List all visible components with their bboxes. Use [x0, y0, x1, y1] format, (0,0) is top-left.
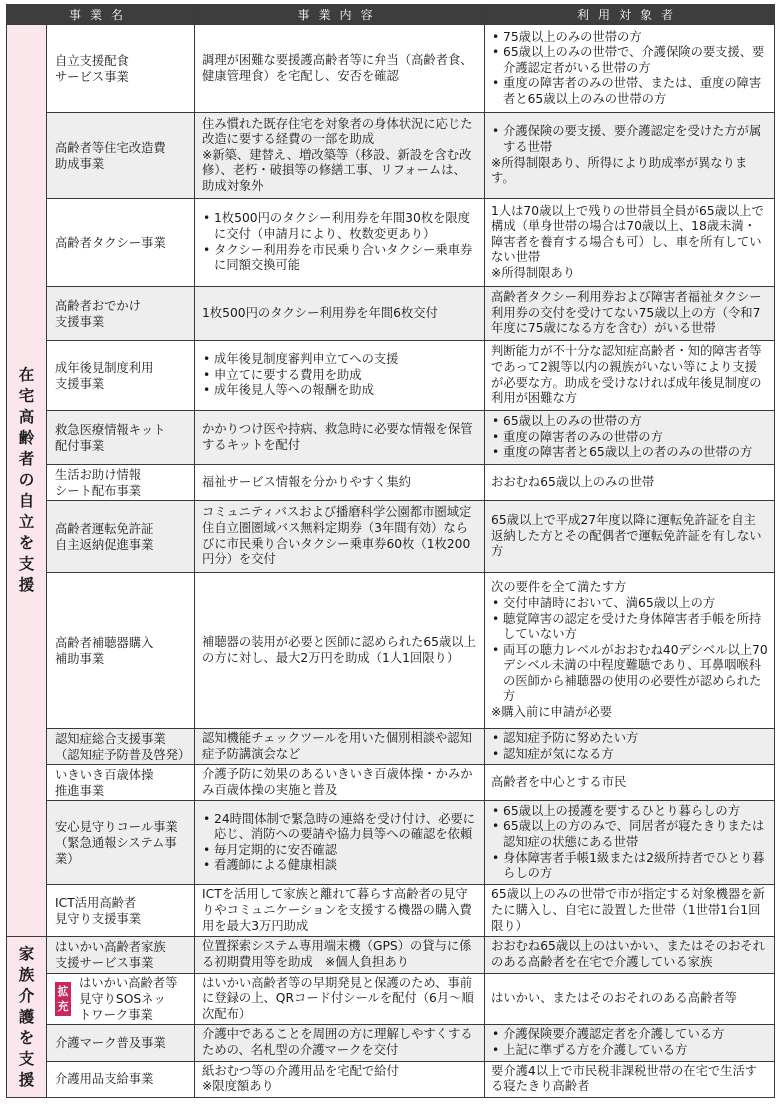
bullet-item: • 24時間体制で緊急時の連絡を受け付け、必要に応じ、消防への要請や協力員等への確認を依頼 [202, 812, 477, 843]
cell-text: 住み慣れた既存住宅を対象者の身体状況に応じた改造に要する経費の一部を助成 [202, 116, 473, 147]
cell-text: 1枚500円のタクシー利用券を年間6枚交付 [202, 305, 438, 320]
service-users-cell [485, 801, 775, 885]
cell-text: おおむね65歳以上のはいかい、またはそのおそれのある高齢者を在宅で介護している家族 [491, 939, 765, 969]
service-users-cell [485, 287, 775, 341]
service-name-line: 介護用品支給事業 [55, 1072, 154, 1087]
cell-text: ※限度額あり [202, 1079, 274, 1094]
service-content-cell [195, 937, 485, 973]
service-name [55, 521, 188, 553]
bullet-item: • 75歳以上のみの世帯の方 [491, 30, 768, 46]
service-users-cell [485, 199, 775, 287]
bullet-list [491, 1027, 768, 1058]
table-row [7, 801, 775, 885]
service-name-line: トワーク事業 [79, 1007, 153, 1022]
bullet-item: • タクシー利用券を市民乗り合いタクシー乗車券に同額交換可能 [202, 243, 477, 274]
header-name: 事業名 [7, 5, 195, 25]
cell-text: かかりつけ医や持病、救急時に必要な情報を保管するキットを配付 [202, 421, 473, 452]
cell-text: 高齢者タクシー利用券および障害者福祉タクシー利用券の交付を受けてない75歳以上の方（令和7年度に75歳になる方を含む）がいる世帯 [491, 290, 762, 336]
service-name-cell [47, 287, 195, 341]
service-name-line: 高齢者おでかけ [55, 298, 141, 313]
bullet-item: • 認知症予防に努めたい方 [491, 731, 768, 747]
service-content-cell [195, 1061, 485, 1097]
service-name-cell [47, 729, 195, 765]
table-row [7, 729, 775, 765]
service-name-cell [47, 199, 195, 287]
service-content-cell [195, 501, 485, 573]
service-name-line: 見守りSOSネッ [79, 991, 166, 1006]
service-name-lines [55, 298, 188, 330]
category-label: 在宅高齢者の自立を支援 [18, 366, 35, 595]
bullet-item: • 1枚500円のタクシー利用券を年間30枚を限度に交付（申請月により、枚数変更あり） [202, 211, 477, 242]
bullet-item: • 身体障害者手帳1級または2級所持者でひとり暮らしの方 [491, 851, 768, 882]
category-family-support [7, 937, 47, 1097]
service-table-wrapper [6, 4, 774, 1114]
service-name-line: 介護マーク普及事業 [55, 1035, 166, 1050]
service-name-cell [47, 411, 195, 465]
service-name-cell [47, 937, 195, 973]
service-users-cell [485, 729, 775, 765]
bullet-list [491, 30, 768, 108]
service-users-cell [485, 765, 775, 801]
cell-text: 位置探索システム専用端末機（GPS）の貸与に係る初期費用等を助成 ※個人負担あり [202, 939, 472, 969]
table-row [7, 765, 775, 801]
service-name-line: いきいき百歳体操 [55, 767, 154, 782]
service-users-cell [485, 501, 775, 573]
cell-text: 紙おむつ等の介護用品を宅配で給付 [202, 1063, 399, 1078]
service-users-cell [485, 973, 775, 1025]
category-label: 家族介護を支援 [18, 944, 35, 1089]
bullet-item: • 申立てに要する費用を助成 [202, 368, 477, 384]
bullet-item: • 重度の障害者のみの世帯、または、重度の障害者と65歳以上のみの世帯の方 [491, 76, 768, 107]
header-content: 事業内容 [195, 5, 485, 25]
service-name-cell [47, 501, 195, 573]
service-content-cell [195, 885, 485, 937]
service-users-cell [485, 937, 775, 973]
cell-text: 調理が困難な要援護高齢者等に弁当（高齢者食、健康管理食）を宅配し、安否を確認 [202, 52, 473, 83]
service-users-cell [485, 1025, 775, 1061]
cell-lead-text: 次の要件を全て満たす方 [491, 580, 627, 595]
service-content-cell [195, 1025, 485, 1061]
bullet-list [491, 804, 768, 882]
bullet-item: • 両耳の聴力レベルがおおむね40デシベル以上70デシベル未満の中程度難聴であり、耳鼻咽喉科の医師から補聴器の使用の必要性が認められた方 [491, 643, 768, 705]
cell-text: 介護中であることを周囲の方に理解しやすくするための、名札型の介護マークを交付 [202, 1027, 473, 1057]
cell-note: ※所得制限あり、所得により助成率が異なります。 [491, 155, 748, 186]
cell-text: ICTを活用して家族と離れて暮らす高齢者の見守りやコミュニケーションを支援する機器の購入費用を最大3万円助成 [202, 887, 472, 933]
service-name-lines [55, 895, 188, 927]
service-name [55, 140, 188, 172]
cell-text: ※所得制限あり [491, 265, 576, 280]
service-name-line: 高齢者タクシー事業 [55, 235, 166, 250]
service-name-lines [55, 53, 188, 85]
cell-text: 補聴器の装用が必要と医師に認められた65歳以上の方に対し、最大2万円を助成（1人1回限り） [202, 634, 476, 665]
bullet-item: • 重度の障害者と65歳以上の者のみの世帯の方 [491, 445, 768, 461]
service-users-cell [485, 341, 775, 411]
service-users-cell [485, 113, 775, 199]
cell-text: コミュニティバスおよび播磨科学公園都市圏域定住自立圏圏域バス無料定期券（3年間有効）ならびに市民乗り合いタクシー乗車券60枚（1枚200円分）を交付 [202, 505, 472, 567]
service-content-cell [195, 287, 485, 341]
service-content-cell [195, 341, 485, 411]
bullet-item: • 成年後見制度審判申立てへの支援 [202, 352, 477, 368]
service-name-line: （認知症予防普及啓発） [55, 747, 191, 762]
service-name-cell [47, 1025, 195, 1061]
service-users-cell [485, 411, 775, 465]
bullet-item: • 毎月定期的に安否確認 [202, 843, 477, 859]
bullet-item: • 介護保険要介護認定者を介護している方 [491, 1027, 768, 1043]
bullet-list [202, 812, 477, 874]
service-name-cell [47, 113, 195, 199]
service-users-cell [485, 25, 775, 113]
bullet-item: • 成年後見人等への報酬を助成 [202, 383, 477, 399]
bullet-item: • 認知症が気になる方 [491, 747, 768, 763]
service-name-lines [55, 939, 188, 971]
service-name-line: 高齢者等住宅改造費 [55, 140, 166, 155]
service-users-cell [485, 1061, 775, 1097]
service-name [55, 895, 188, 927]
service-name-line: シート配布事業 [55, 483, 142, 498]
cell-text: 福祉サービス情報を分かりやすく集約 [202, 474, 412, 489]
table-row [7, 341, 775, 411]
cell-text: はいかい高齢者等の早期発見と保護のため、事前に登録の上、QRコード付シールを配付（6月～順次配布） [202, 975, 474, 1021]
service-name-line: 見守り支援事業 [55, 911, 142, 926]
service-name [55, 767, 188, 799]
bullet-list [202, 211, 477, 273]
service-content-cell [195, 199, 485, 287]
table-row [7, 973, 775, 1025]
table-row [7, 573, 775, 729]
service-name-line: 成年後見制度利用 [55, 360, 154, 375]
service-name-line: 救急医療情報キット [55, 422, 166, 437]
bullet-item: • 上記に準ずる方を介護している方 [491, 1043, 768, 1059]
table-row [7, 199, 775, 287]
table-row [7, 411, 775, 465]
service-name-line: 自主返納促進事業 [55, 537, 154, 552]
table-row [7, 501, 775, 573]
table-row [7, 885, 775, 937]
service-name-lines [55, 422, 188, 454]
service-name [55, 422, 188, 454]
service-name-lines [55, 1035, 188, 1051]
service-name-line: 業） [55, 851, 80, 866]
bullet-list [491, 596, 768, 705]
bullet-list [491, 731, 768, 762]
cell-text: 高齢者を中心とする市民 [491, 774, 627, 789]
service-name-line: 補助事業 [55, 651, 105, 666]
service-name-cell [47, 341, 195, 411]
table-header-row [7, 5, 775, 25]
service-name [55, 467, 188, 499]
expanded-badge: 拡充 [55, 982, 71, 1016]
service-name-line: 認知症総合支援事業 [55, 731, 166, 746]
service-content-cell [195, 113, 485, 199]
service-name-line: 支援事業 [55, 376, 105, 391]
bullet-item: • 65歳以上のみの世帯の方 [491, 414, 768, 430]
service-name-lines [55, 360, 188, 392]
service-name-line: 支援サービス事業 [55, 955, 154, 970]
service-name [55, 939, 188, 971]
cell-text: 介護予防に効果のあるいきいき百歳体操・かみかみ百歳体操の実施と普及 [202, 767, 473, 797]
cell-text: 要介護4以上で市民税非課税世帯の在宅で生活する寝たきり高齢者 [491, 1063, 758, 1094]
bullet-item: • 65歳以上の方のみで、同居者が寝たきりまたは認知症の状態にある世帯 [491, 819, 768, 850]
service-name-lines [55, 1071, 188, 1087]
table-row [7, 287, 775, 341]
cell-text: 65歳以上で平成27年度以降に運転免許証を自主返納した方とその配偶者で運転免許証を有しない方 [491, 513, 762, 559]
service-name-line: 推進事業 [55, 783, 105, 798]
service-content-cell [195, 411, 485, 465]
service-name-line: 支援事業 [55, 314, 105, 329]
service-name [55, 360, 188, 392]
service-name-cell [47, 885, 195, 937]
service-name-line: はいかい高齢者等 [79, 975, 178, 990]
service-name-cell [47, 573, 195, 729]
cell-text: おおむね65歳以上のみの世帯 [491, 474, 655, 489]
cell-text: 認知機能チェックツールを用いた個別相談や認知症予防講演会など [202, 731, 472, 761]
service-name-cell [47, 973, 195, 1025]
service-name-cell [47, 801, 195, 885]
table-row [7, 25, 775, 113]
bullet-list [202, 352, 477, 399]
service-name-line: （緊急通報システム事 [55, 835, 177, 850]
cell-text: はいかい、またはそのおそれのある高齢者等 [491, 991, 737, 1006]
bullet-item: • 65歳以上のみの世帯で、介護保険の要支援、要介護認定者がいる世帯の方 [491, 45, 768, 76]
table-row [7, 1025, 775, 1061]
service-name-cell [47, 1061, 195, 1097]
service-name-line: 安心見守りコール事業 [55, 819, 178, 834]
table-row [7, 1061, 775, 1097]
service-name-lines [79, 975, 177, 1023]
service-name-lines [55, 140, 188, 172]
bullet-list [491, 124, 768, 155]
service-name-cell [47, 465, 195, 501]
service-name-cell [47, 25, 195, 113]
service-name [55, 298, 188, 330]
service-name [55, 1035, 188, 1051]
cell-text: 1人は70歳以上で残りの世帯員全員が65歳以上で構成（単身世帯の場合は70歳以上、18歳未満・障害者を養育する場合も可）し、車を所有していない世帯 [491, 203, 764, 265]
service-name [55, 819, 188, 867]
service-name-lines [55, 635, 188, 667]
service-name-line: 助成事業 [55, 156, 105, 171]
cell-text: 65歳以上のみの世帯で市が指定する対象機器を新たに購入し、自宅に設置した世帯（1世帯1台1回限り） [491, 887, 765, 933]
bullet-item: • 交付申請時において、満65歳以上の方 [491, 596, 768, 612]
service-content-cell [195, 465, 485, 501]
service-name [55, 731, 191, 763]
table-row [7, 113, 775, 199]
service-name [55, 53, 188, 85]
bullet-item: • 重度の障害者のみの世帯の方 [491, 430, 768, 446]
cell-text: ※新築、建替え、増改築等（移設、新設を含む改修）、老朽・破損等の修繕工事、リフォームは、助成対象外 [202, 147, 472, 193]
category-home-support [7, 25, 47, 937]
bullet-item: • 看護師による健康相談 [202, 858, 477, 874]
service-users-cell [485, 465, 775, 501]
service-name-lines [55, 521, 188, 553]
service-content-cell [195, 573, 485, 729]
cell-note: ※購入前に申請が必要 [491, 705, 612, 720]
service-content-cell [195, 801, 485, 885]
service-name-lines [55, 467, 188, 499]
service-name-line: サービス事業 [55, 69, 129, 84]
service-name [55, 235, 188, 251]
service-name-lines [55, 767, 188, 799]
service-content-cell [195, 973, 485, 1025]
service-name-line: 高齢者補聴器購入 [55, 635, 154, 650]
service-name-line: 自立支援配食 [55, 53, 129, 68]
table-row [7, 465, 775, 501]
service-name [55, 635, 188, 667]
service-name [55, 975, 188, 1023]
service-table [6, 4, 775, 1098]
service-users-cell [485, 573, 775, 729]
service-content-cell [195, 25, 485, 113]
service-content-cell [195, 729, 485, 765]
service-name-line: 配付事業 [55, 438, 105, 453]
header-users: 利用対象者 [485, 5, 775, 25]
service-name [55, 1071, 188, 1087]
service-name-line: ICT活用高齢者 [55, 895, 137, 910]
service-name-line: 高齢者運転免許証 [55, 521, 154, 536]
bullet-list [491, 414, 768, 461]
service-name-lines [55, 819, 188, 867]
bullet-item: • 聴覚障害の認定を受けた身体障害者手帳を所持していない方 [491, 612, 768, 643]
service-name-line: 生活お助け情報 [55, 467, 142, 482]
service-name-lines [55, 235, 188, 251]
service-users-cell [485, 885, 775, 937]
bullet-item: • 65歳以上の援護を要するひとり暮らしの方 [491, 804, 768, 820]
cell-text: 判断能力が不十分な認知症高齢者・知的障害者等であって2親等以内の親族がいない等により支援が必要な方。助成を受けなければ成年後見制度の利用が困難な方 [491, 344, 762, 406]
table-row [7, 937, 775, 973]
bullet-item: • 介護保険の要支援、要介護認定を受けた方が属する世帯 [491, 124, 768, 155]
service-name-line: はいかい高齢者家族 [55, 939, 166, 954]
service-content-cell [195, 765, 485, 801]
service-name-cell [47, 765, 195, 801]
service-name-lines [55, 731, 191, 763]
